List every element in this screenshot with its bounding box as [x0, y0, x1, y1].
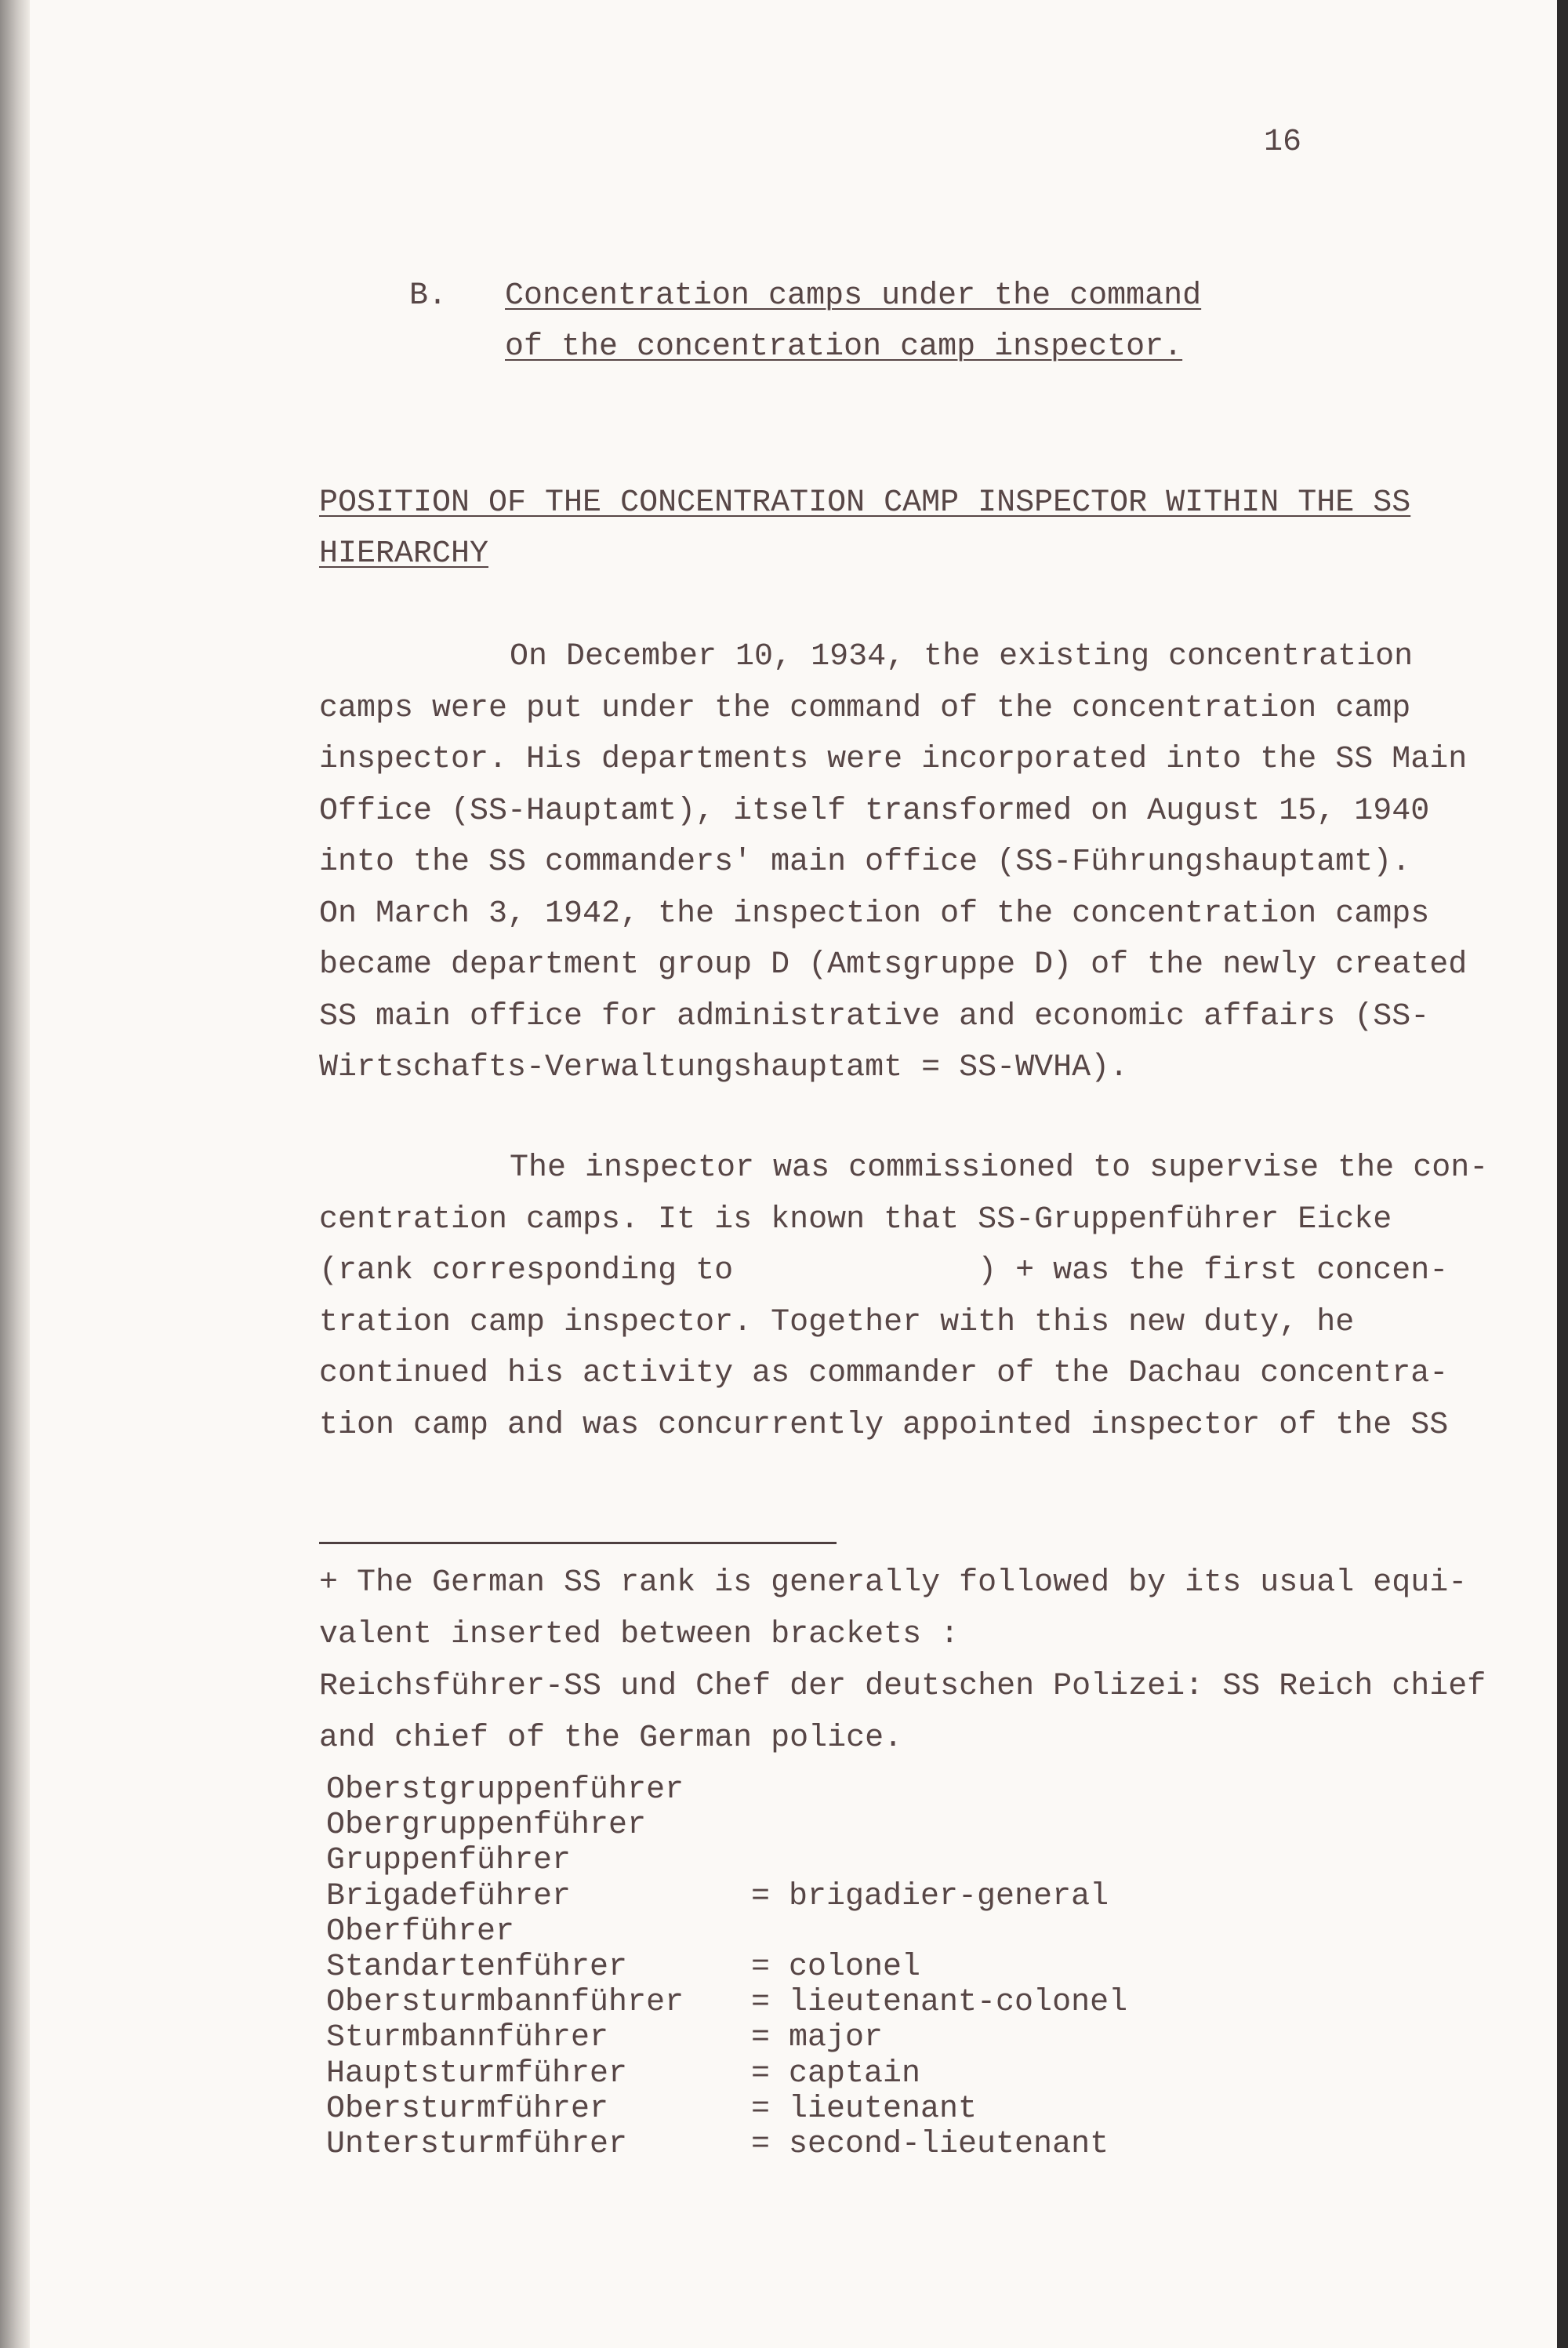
paragraph1-line: camps were put under the command of the concentration camp [319, 690, 1411, 726]
paragraph2-line: tration camp inspector. Together with this new duty, he [319, 1304, 1355, 1340]
rank-german: Brigadeführer [326, 1878, 572, 1914]
footnote-line: and chief of the German police. [319, 1721, 903, 1756]
section-title-line: Concentration camps under the command [505, 278, 1202, 314]
rank-german: Sturmbannführer [326, 2020, 609, 2056]
page-number: 16 [1264, 125, 1302, 160]
rank-german: Oberstgruppenführer [326, 1772, 684, 1808]
rank-equivalent: = lieutenant-colonel [751, 1985, 1128, 2021]
rank-equivalent: = colonel [751, 1950, 921, 1985]
rank-equivalent: = major [751, 2020, 884, 2056]
paragraph1-line: On March 3, 1942, the inspection of the concentration camps [319, 896, 1430, 932]
paragraph2-line: continued his activity as commander of the Dachau concentra- [319, 1356, 1449, 1391]
rank-german: Standartenführer [326, 1950, 628, 1985]
rank-german: Oberführer [326, 1914, 515, 1950]
rank-equivalent: = second-lieutenant [751, 2127, 1109, 2162]
heading-line: HIERARCHY [319, 536, 489, 572]
rank-equivalent: = brigadier-general [751, 1878, 1109, 1914]
paragraph2-line: centration camps. It is known that SS-Gruppenführer Eicke [319, 1201, 1392, 1238]
paragraph2-line: The inspector was commissioned to supervise the con- [510, 1150, 1489, 1186]
paragraph1-line: Wirtschafts-Verwaltungshauptamt = SS-WVHA). [319, 1050, 1129, 1085]
rank-german: Obersturmbannführer [326, 1985, 684, 2021]
rank-equivalent: = lieutenant [751, 2091, 978, 2127]
paragraph1-line: became department group D (Amtsgruppe D) of the newly created [319, 947, 1468, 983]
rank-german: Untersturmführer [326, 2127, 628, 2162]
rank-german: Hauptsturmführer [326, 2055, 628, 2092]
footnote-line: + The German SS rank is generally followed by its usual equi- [319, 1565, 1468, 1601]
footnote-rule [319, 1542, 837, 1544]
paragraph1-line: inspector. His departments were incorporated into the SS Main [319, 742, 1468, 777]
paragraph1-line: into the SS commanders' main office (SS-Führungshauptamt). [319, 845, 1411, 880]
paragraph2-line: (rank corresponding to ) + was the first concen- [319, 1253, 1449, 1288]
footnote-line: valent inserted between brackets : [319, 1617, 960, 1652]
paragraph1-line: SS main office for administrative and economic affairs (SS- [319, 998, 1430, 1034]
paragraph1-line: Office (SS-Hauptamt), itself transformed on August 15, 1940 [319, 793, 1430, 829]
page-border [1557, 0, 1568, 2348]
binding-edge [0, 0, 30, 2348]
rank-german: Obergruppenführer [326, 1808, 647, 1844]
paragraph1-line: On December 10, 1934, the existing concentration [510, 639, 1414, 674]
rank-equivalent: = captain [751, 2055, 921, 2092]
section-title-line: of the concentration camp inspector. [505, 329, 1183, 365]
rank-german: Obersturmführer [326, 2091, 609, 2127]
paragraph2-line: tion camp and was concurrently appointed inspector of the SS [319, 1407, 1449, 1443]
rank-german: Gruppenführer [326, 1843, 572, 1879]
heading-line: POSITION OF THE CONCENTRATION CAMP INSPECTOR WITHIN THE SS [319, 485, 1411, 521]
section-label: B. [409, 278, 448, 314]
footnote-line: Reichsführer-SS und Chef der deutschen Polizei: SS Reich chief [319, 1669, 1486, 1704]
